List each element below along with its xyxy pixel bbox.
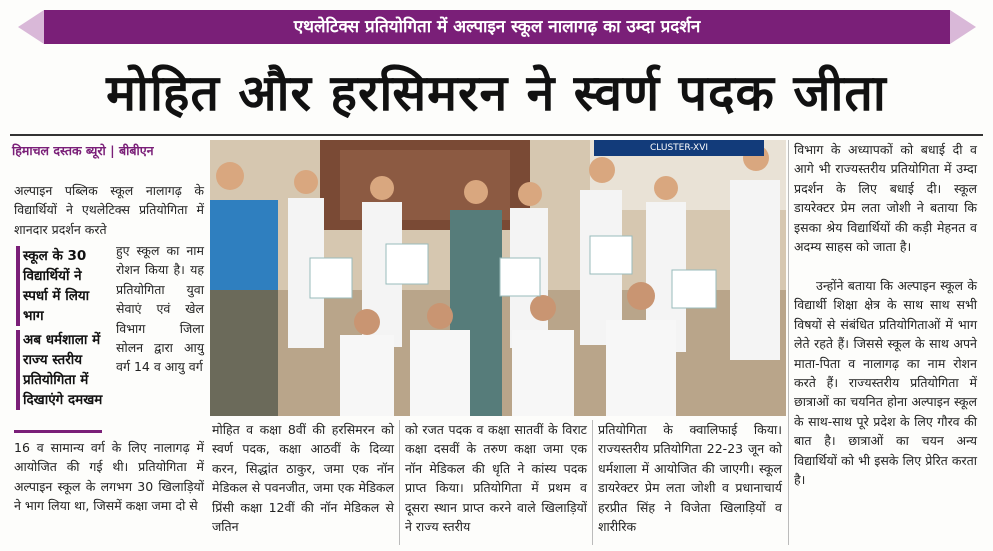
highlight-item: अब धर्मशाला में राज्य स्तरीय प्रतियोगिता में दिखाएंगे दमखम xyxy=(16,330,108,410)
column-divider xyxy=(788,140,789,545)
highlights-rule xyxy=(14,430,102,433)
col1-top-text: अल्पाइन पब्लिक स्कूल नालागढ़ के विद्यार्थियों ने एथलेटिक्स प्रतियोगिता में शानदार प्रदर्शन करते xyxy=(14,183,204,237)
photo-illustration xyxy=(210,140,786,416)
headline: मोहित और हरसिमरन ने स्वर्ण पदक जीता xyxy=(106,64,887,122)
highlight-item: स्कूल के 30 विद्यार्थियों ने स्पर्धा में लिया भाग xyxy=(16,246,108,326)
group-photo xyxy=(210,140,786,416)
column-divider xyxy=(399,420,400,545)
col3-text: को रजत पदक व कक्षा सातवीं के विराट कक्षा दसवीं के तरुण कक्षा जमा एक नॉन मेडिकल की धृति ने कांस्य पदक प्राप्त किया। प्रतियोगिता में प्रथम व दूसरा स्थान प्राप्त करने वाले खिलाड़ियों ने राज्य स्तरीय xyxy=(405,422,587,535)
col4-text: प्रतियोगिता के क्वालिफाई किया। राज्यस्तरीय प्रतियोगिता 22-23 जून को धर्मशाला में आयोजित की जाएगी। स्कूल डायरेक्टर प्रेम लता जोशी व प्रधानाचार्य हरप्रीत सिंह ने विजेता खिलाड़ियों व शारीरिक xyxy=(598,422,782,535)
photo-banner: CLUSTER-XVI xyxy=(594,140,764,156)
strap-right-tail xyxy=(950,10,976,44)
strap-left-tail xyxy=(18,10,44,44)
col5-text-1: विभाग के अध्यापकों को बधाई दी व आगे भी राज्यस्तरीय प्रतियोगिता में उम्दा प्रदर्शन के लिए बधाई दी। स्कूल डायरेक्टर प्रेम लता जोशी ने बताया कि इसका श्रेय विद्यार्थियों की कड़ी मेहनत व अदम्य साहस को जाता है। xyxy=(794,142,977,255)
kicker-strap: एथलेटिक्स प्रतियोगिता में अल्पाइन स्कूल नालागढ़ का उम्दा प्रदर्शन xyxy=(293,17,701,37)
byline: हिमाचल दस्तक ब्यूरो | बीबीएन xyxy=(12,143,154,158)
highlights-box xyxy=(16,246,108,414)
col2-text: मोहित व कक्षा 8वीं की हरसिमरन को स्वर्ण पदक, कक्षा आठवीं के दिव्या करन, सिद्धांत ठाकुर, जमा एक नॉन मेडिकल से पवनजीत, जमा एक मेडिकल प्रिंसी कक्षा 12वीं की नॉन मेडिकल से जतिन xyxy=(212,422,394,535)
col1-side-text: हुए स्कूल का नाम रोशन किया है। यह प्रतियोगिता युवा सेवाएं एवं खेल विभाग जिला सोलन द्वारा आयु वर्ग 14 व आयु वर्ग xyxy=(116,243,204,375)
headline-rule xyxy=(10,134,983,136)
col1-bottom-text: 16 व सामान्य वर्ग के लिए नालागढ़ में आयोजित की गई थी। प्रतियोगिता में अल्पाइन स्कूल के लगभग 30 खिलाड़ियों ने भाग लिया था, जिसमें कक्षा जमा दो से xyxy=(14,440,204,514)
column-divider xyxy=(592,420,593,545)
col5-text-2: उन्होंने बताया कि अल्पाइन स्कूल के विद्यार्थी शिक्षा क्षेत्र के साथ साथ सभी विषयों से संबंधित प्रतियोगिताओं में भाग लेते रहते हैं। जिससे स्कूल के साथ अपने माता-पिता व नालागढ़ का नाम रोशन करते हैं। राज्यस्तरीय प्रतियोगिता में छात्राओं का चयनित होना अल्पाइन स्कूल के साथ-साथ पूरे प्रदेश के लिए गौरव की बात है। छात्राओं का चयन अन्य विद्यार्थियों को भी इसके लिए प्रेरित करता है। xyxy=(794,278,977,488)
